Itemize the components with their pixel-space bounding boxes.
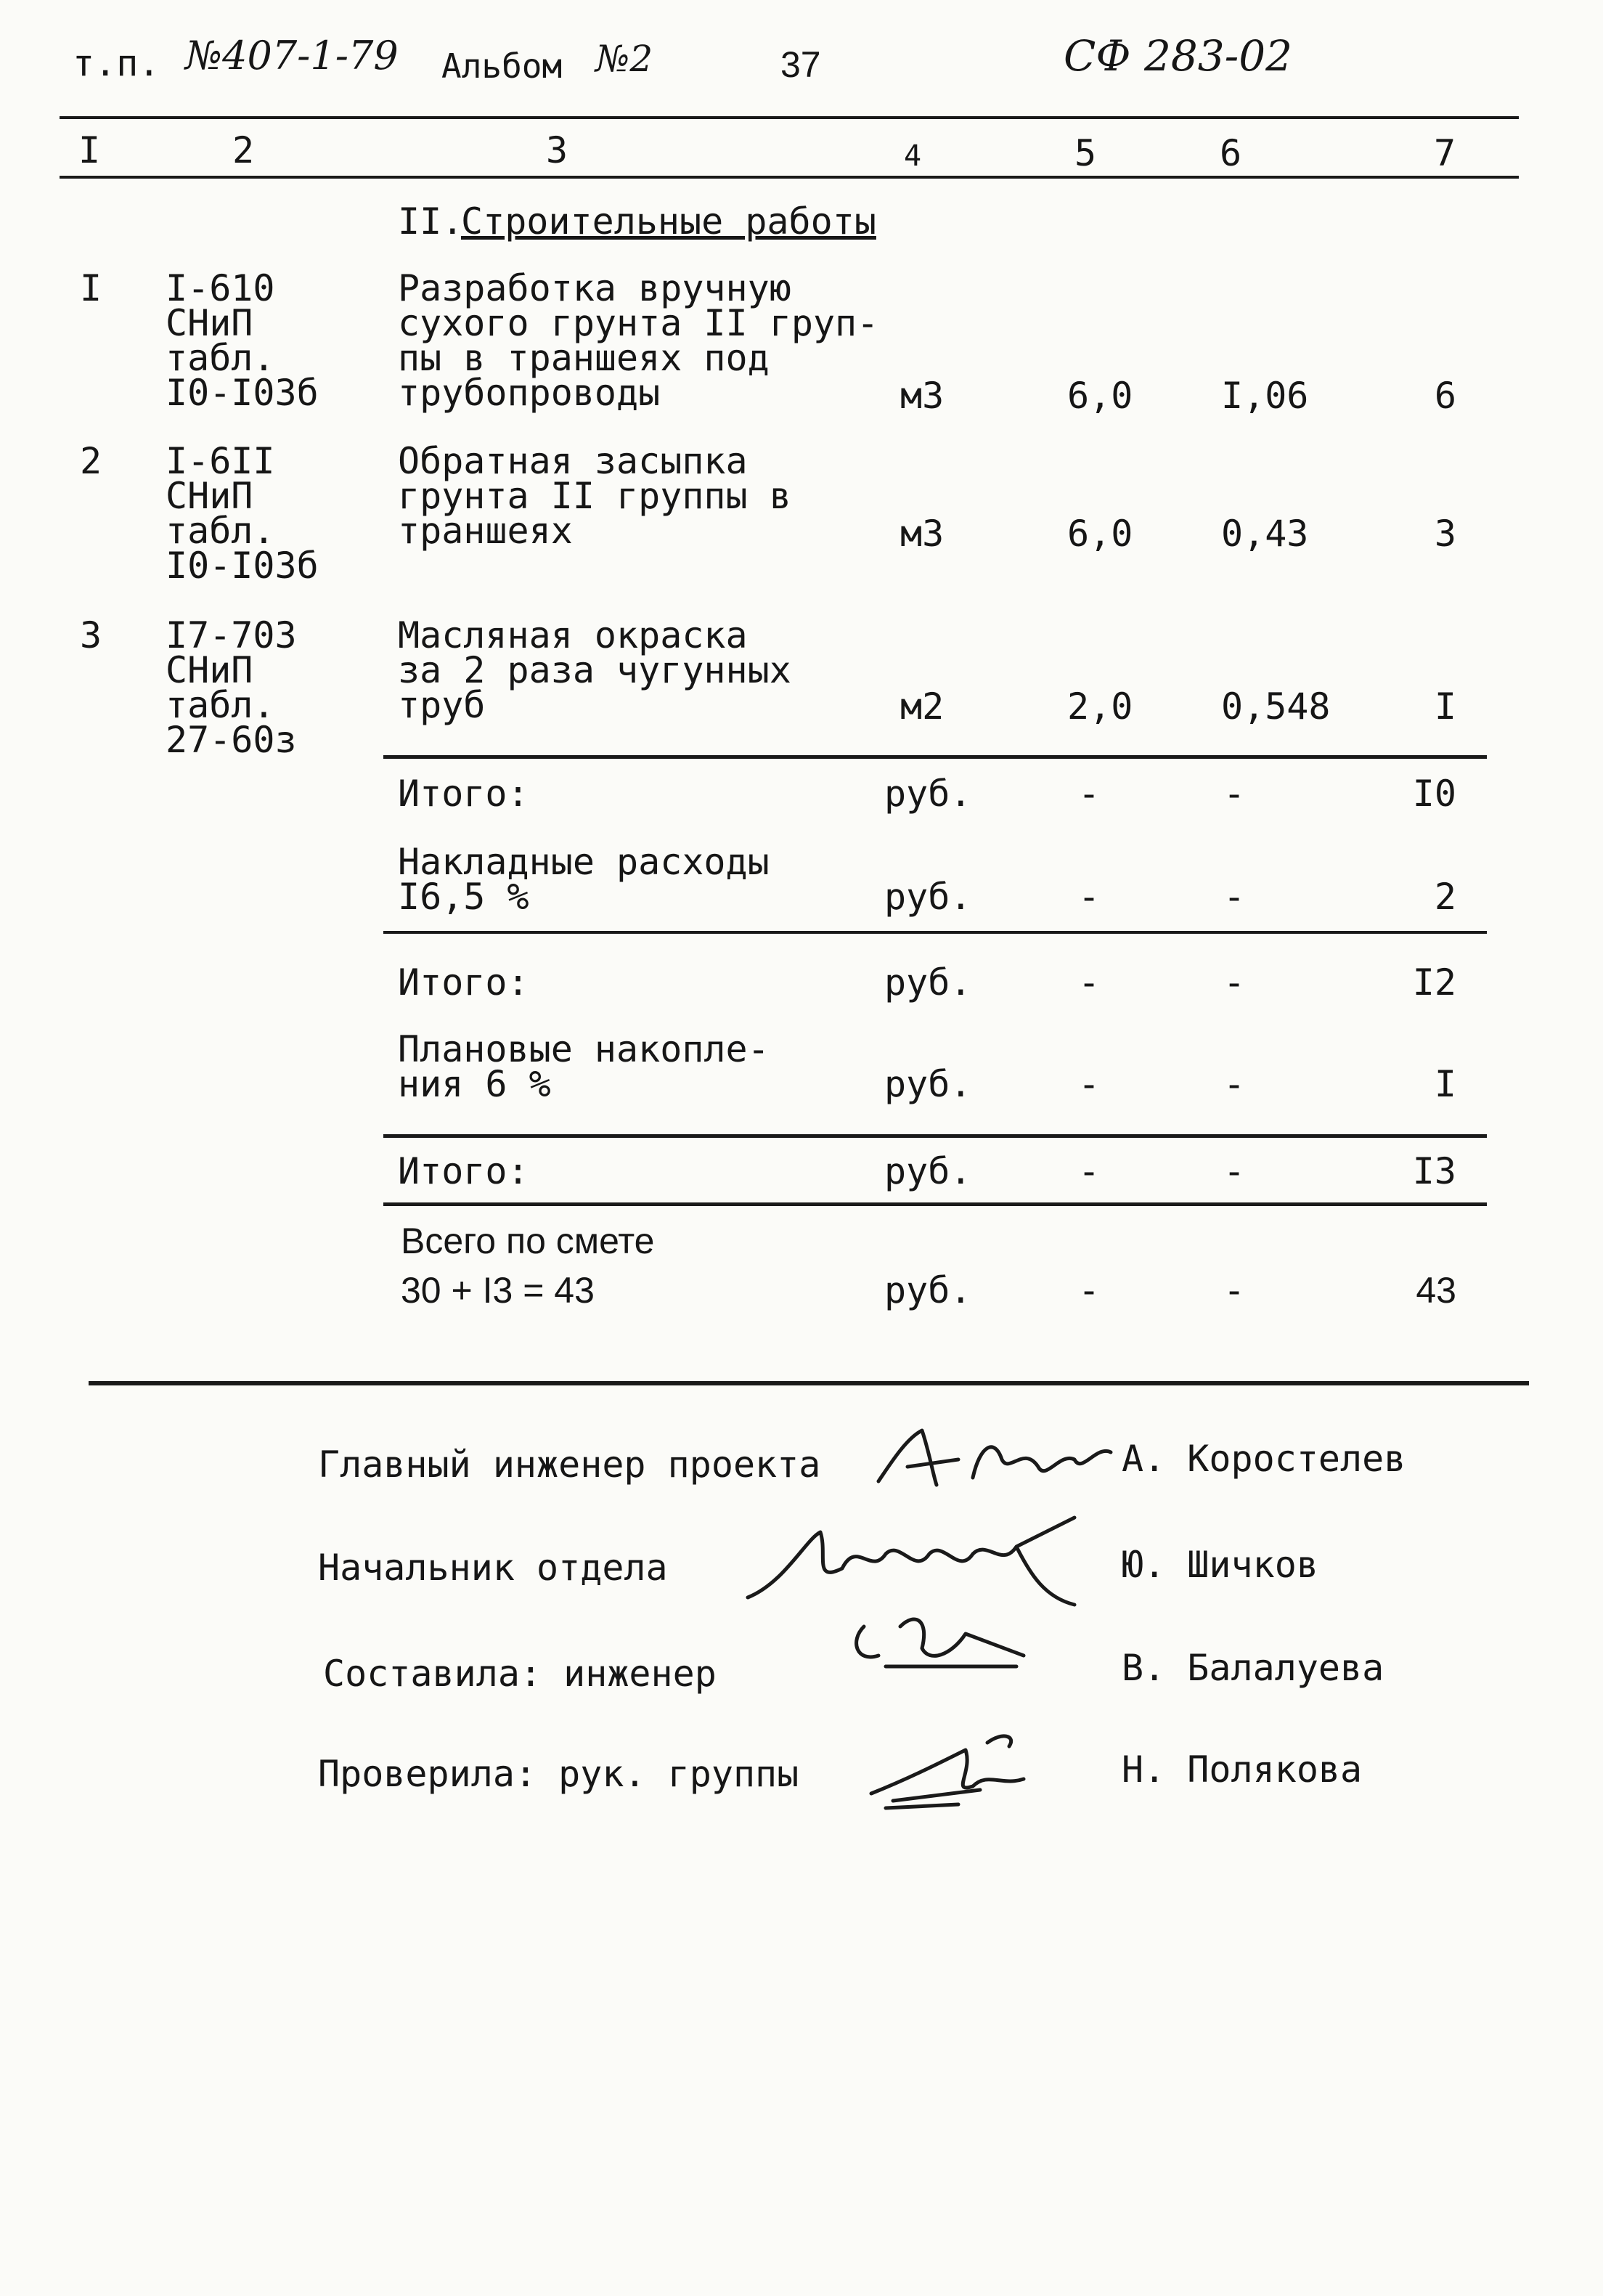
- signature-role: Главный инженер проекта: [318, 1444, 821, 1486]
- row-code: табл.: [166, 510, 275, 552]
- signature-name: Н. Полякова: [1122, 1749, 1363, 1791]
- summary-total: I0: [1412, 773, 1456, 815]
- summary-total: I: [1434, 1063, 1456, 1105]
- summary-unit: руб.: [884, 773, 972, 815]
- summary-qty: -: [1077, 961, 1101, 1004]
- row-unit: м3: [900, 513, 945, 555]
- row-price: 0,548: [1221, 685, 1331, 728]
- summary-unit: руб.: [884, 1150, 972, 1192]
- row-description: трубопроводы: [398, 372, 661, 414]
- row-quantity: 6,0: [1067, 513, 1133, 555]
- summary-price: -: [1223, 961, 1246, 1004]
- row-number: 2: [80, 440, 102, 482]
- signature-role: Проверила: рук. группы: [318, 1753, 799, 1795]
- summary-price: -: [1223, 773, 1246, 815]
- signature-polyakova: [864, 1728, 1053, 1815]
- row-code: I0-I03б: [166, 372, 319, 414]
- page-number: 37: [780, 44, 821, 85]
- row-quantity: 2,0: [1067, 685, 1133, 728]
- summary-unit: руб.: [884, 1269, 972, 1311]
- row-code: 27-60з: [166, 719, 297, 761]
- col-header-7: 7: [1434, 132, 1456, 174]
- row-number: 3: [80, 614, 102, 656]
- table-bottom-rule: [89, 1381, 1529, 1385]
- section-number: II.: [398, 200, 464, 243]
- summary-rule: [383, 1202, 1487, 1206]
- col-header-2: 2: [232, 129, 255, 171]
- row-code: I7-703: [166, 614, 297, 656]
- summary-label: Итого:: [398, 773, 529, 815]
- summary-qty: -: [1077, 1063, 1101, 1105]
- row-code: СНиП: [166, 649, 253, 691]
- row-description: за 2 раза чугунных: [398, 649, 791, 691]
- summary-label: Плановые накопле-: [398, 1028, 770, 1070]
- album-number: №2: [595, 38, 653, 80]
- row-description: Масляная окраска: [398, 614, 748, 656]
- col-header-1: I: [78, 129, 101, 171]
- header-bottom-rule: [60, 176, 1519, 179]
- summary-total: I2: [1412, 961, 1456, 1004]
- summary-label: ния 6 %: [398, 1063, 551, 1105]
- summary-rule: [383, 931, 1487, 934]
- summary-qty: -: [1077, 1269, 1101, 1311]
- row-description: пы в траншеях под: [398, 337, 770, 379]
- summary-unit: руб.: [884, 876, 972, 918]
- summary-price: -: [1223, 876, 1246, 918]
- col-header-6: 6: [1220, 132, 1242, 174]
- row-total: I: [1434, 685, 1456, 728]
- signature-name: А. Коростелев: [1122, 1438, 1406, 1480]
- row-unit: м2: [900, 685, 945, 728]
- summary-qty: -: [1077, 773, 1101, 815]
- summary-total: 43: [1416, 1270, 1456, 1311]
- row-number: I: [80, 267, 102, 309]
- row-description: траншеях: [398, 510, 573, 552]
- row-code: табл.: [166, 684, 275, 726]
- summary-unit: руб.: [884, 1063, 972, 1105]
- doc-code: СФ 283-02: [1064, 31, 1293, 81]
- row-description: труб: [398, 684, 486, 726]
- row-price: 0,43: [1221, 513, 1309, 555]
- row-code: I-6II: [166, 440, 275, 482]
- signature-balalueva: [842, 1597, 1031, 1677]
- row-code: СНиП: [166, 475, 253, 517]
- row-price: I,06: [1221, 375, 1309, 417]
- row-description: грунта II группы в: [398, 475, 791, 517]
- tp-number: №407-1-79: [185, 33, 399, 78]
- row-unit: м3: [900, 375, 945, 417]
- row-total: 3: [1434, 513, 1456, 555]
- row-description: сухого грунта II груп-: [398, 302, 879, 344]
- summary-label: Всего по смете: [401, 1221, 655, 1261]
- summary-price: -: [1223, 1269, 1246, 1311]
- row-total: 6: [1434, 375, 1456, 417]
- table-top-rule: [60, 116, 1519, 119]
- row-code: I0-I03б: [166, 545, 319, 587]
- col-header-5: 5: [1074, 132, 1097, 174]
- album-label: Альбом: [441, 46, 563, 86]
- row-code: табл.: [166, 337, 275, 379]
- summary-label: I6,5 %: [398, 876, 529, 918]
- summary-price: -: [1223, 1150, 1246, 1192]
- summary-unit: руб.: [884, 961, 972, 1004]
- row-quantity: 6,0: [1067, 375, 1133, 417]
- signature-name: В. Балалуева: [1122, 1647, 1384, 1689]
- signature-name: Ю. Шичков: [1122, 1544, 1318, 1586]
- summary-label: Накладные расходы: [398, 841, 770, 883]
- summary-label: Итого:: [398, 961, 529, 1004]
- summary-label: 30 + I3 = 43: [401, 1270, 595, 1311]
- col-header-3: 3: [546, 129, 568, 171]
- row-code: I-610: [166, 267, 275, 309]
- signature-korostelev: [864, 1416, 1125, 1503]
- row-description: Обратная засыпка: [398, 440, 748, 482]
- col-header-4: 4: [904, 139, 922, 173]
- summary-total: 2: [1434, 876, 1456, 918]
- summary-label: Итого:: [398, 1150, 529, 1192]
- summary-rule: [383, 755, 1487, 759]
- signature-role: Начальник отдела: [318, 1547, 668, 1589]
- summary-price: -: [1223, 1063, 1246, 1105]
- summary-rule: [383, 1134, 1487, 1138]
- section-title: Строительные работы: [461, 200, 876, 243]
- summary-qty: -: [1077, 1150, 1101, 1192]
- summary-total: I3: [1412, 1150, 1456, 1192]
- row-code: СНиП: [166, 302, 253, 344]
- tp-label: т.п.: [73, 42, 160, 84]
- signature-role: Составила: инженер: [323, 1653, 717, 1695]
- summary-qty: -: [1077, 876, 1101, 918]
- row-description: Разработка вручную: [398, 267, 791, 309]
